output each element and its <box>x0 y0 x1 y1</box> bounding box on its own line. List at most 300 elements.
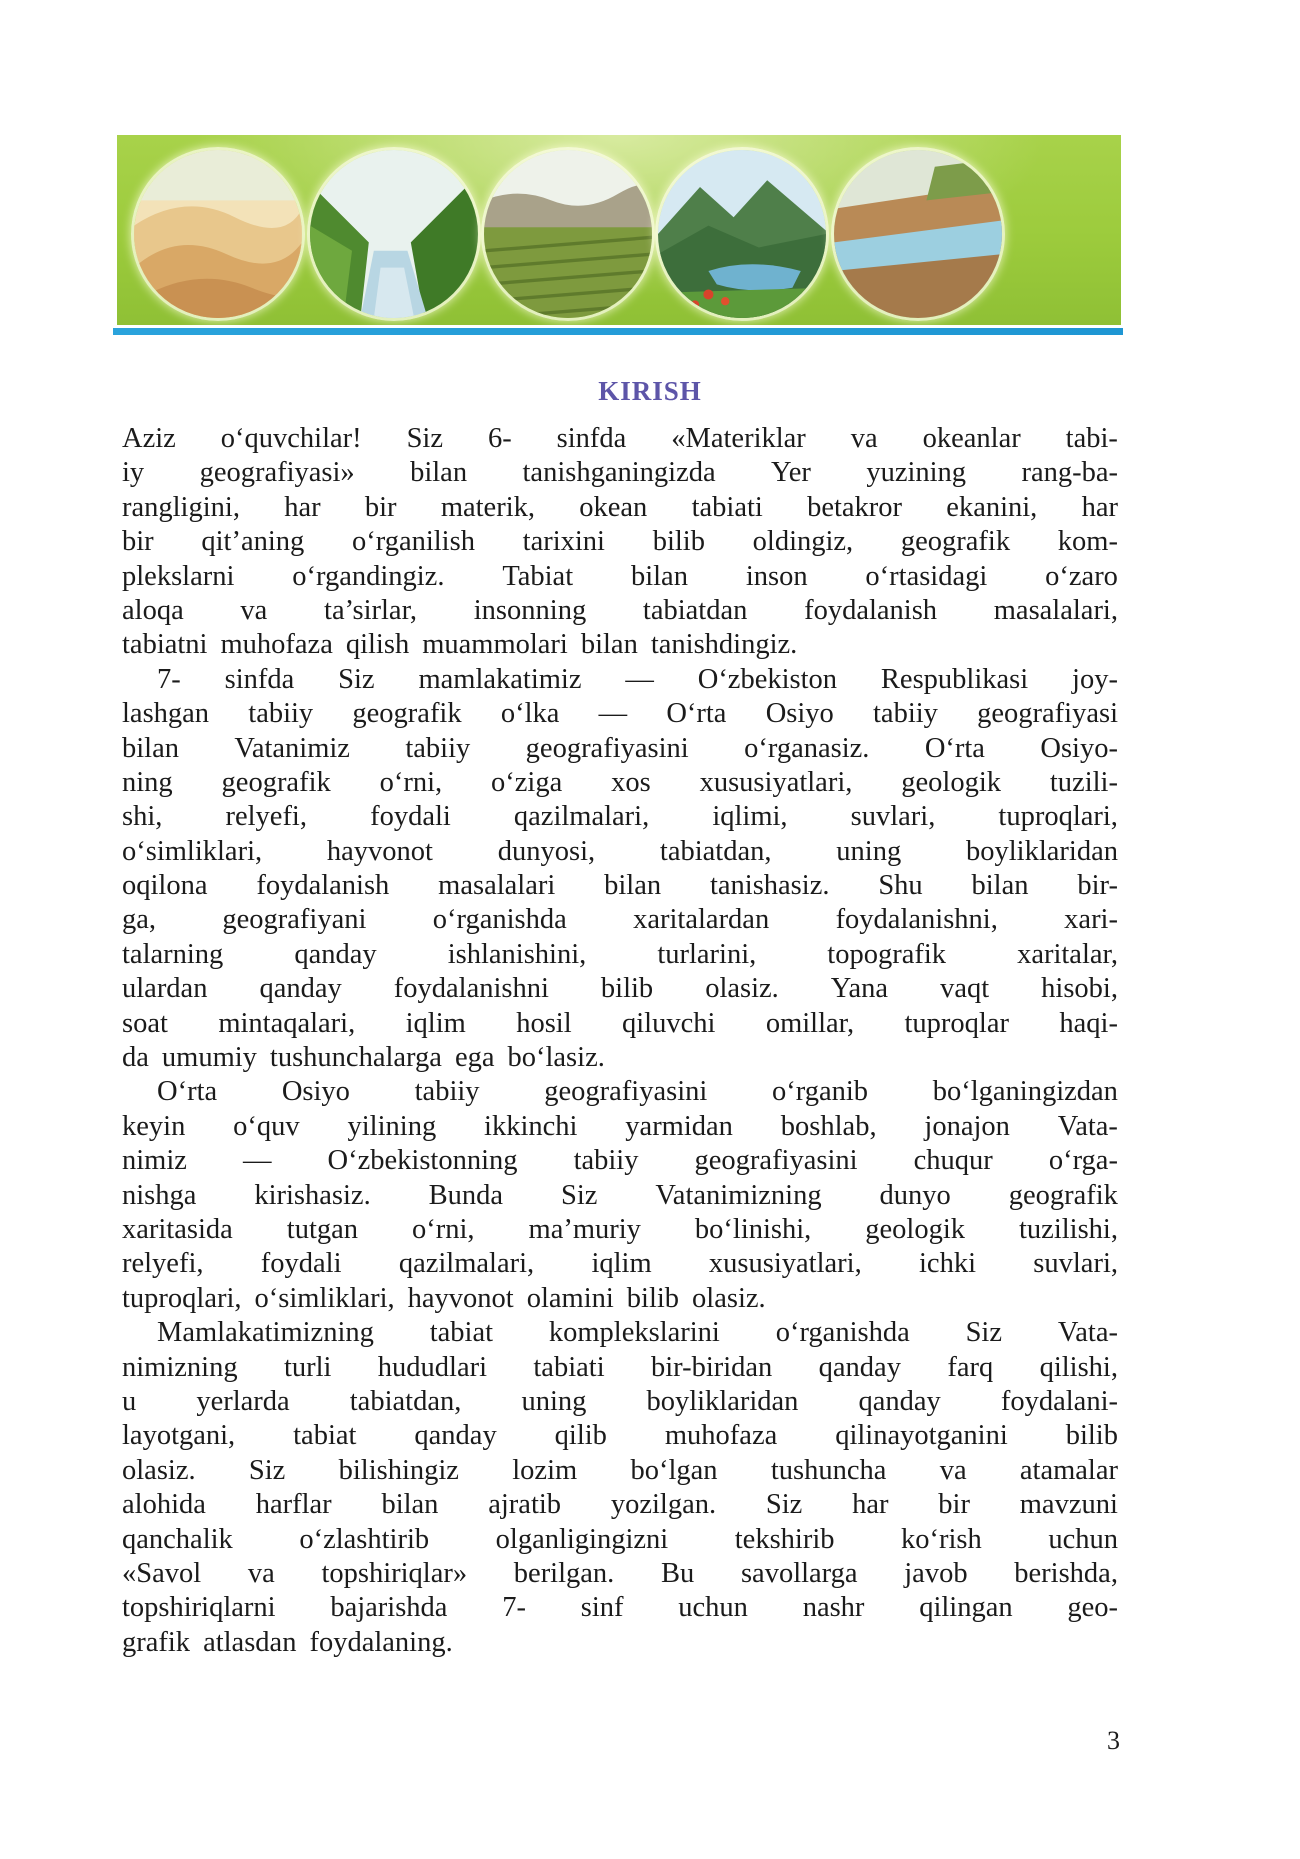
word: qiluvchi <box>622 1007 716 1039</box>
word: insonning <box>473 594 587 626</box>
word: geografiyasi <box>977 698 1118 730</box>
text-line <box>122 1351 1118 1385</box>
page-title: KIRISH <box>598 376 702 406</box>
text-line <box>122 835 1118 869</box>
word: mamlakatimiz <box>418 663 582 695</box>
word: farq <box>947 1351 994 1383</box>
word: bilan <box>580 629 638 661</box>
word: Respublikasi <box>880 663 1029 695</box>
word: yozilgan. <box>610 1489 717 1521</box>
word: tanishasiz. <box>709 870 830 902</box>
word: «Savol <box>122 1557 202 1589</box>
word: topografik <box>827 938 947 970</box>
header-divider <box>113 328 1123 335</box>
word: ulardan <box>122 973 208 1005</box>
word: atlasdan <box>203 1626 297 1658</box>
text-line <box>122 903 1118 937</box>
word: mintaqalari, <box>218 1007 356 1039</box>
word: jonajon <box>924 1110 1010 1142</box>
word: ga, <box>122 904 157 936</box>
word: uchun <box>678 1592 748 1624</box>
word: o‘rganib <box>771 1076 869 1108</box>
word: ning <box>122 766 173 798</box>
word: Vatanimizning <box>655 1179 822 1211</box>
word: oldingiz, <box>752 526 854 558</box>
word: tabi- <box>1065 423 1118 454</box>
word: tabiiy <box>873 698 938 730</box>
text-line <box>122 628 1118 662</box>
word: 7- <box>502 1592 526 1624</box>
word: 6- <box>487 423 512 454</box>
word: omillar, <box>765 1007 855 1039</box>
word: berishda, <box>1014 1557 1118 1589</box>
word: va <box>939 1454 967 1486</box>
word: vaqt <box>940 973 990 1005</box>
text-line <box>122 1385 1118 1419</box>
word: bilan <box>410 457 468 489</box>
word: u <box>122 1385 137 1417</box>
word: ichki <box>919 1248 976 1280</box>
word: rang-ba- <box>1021 457 1118 489</box>
word: savollarga <box>740 1557 858 1589</box>
text-line <box>122 732 1118 766</box>
word: masalalari <box>438 870 556 902</box>
word: turli <box>283 1351 332 1383</box>
word: geografiyasini <box>694 1145 858 1177</box>
word: bilishingiz <box>338 1454 459 1486</box>
word: O‘rta <box>157 1076 218 1108</box>
text-line <box>122 1144 1118 1178</box>
word: tushuncha <box>770 1454 887 1486</box>
word: muammolari <box>422 629 568 661</box>
word: Osiyo- <box>1040 732 1118 764</box>
word: Siz <box>406 423 443 454</box>
word: qanday <box>414 1420 497 1452</box>
word: okeanlar <box>922 423 1021 454</box>
word: foydalanish <box>804 594 938 626</box>
text-line <box>122 1626 1118 1660</box>
word: o‘rganilish <box>351 526 475 558</box>
word: plekslarni <box>122 560 235 592</box>
word: tarixini <box>522 526 605 558</box>
word: olasiz. <box>692 1282 766 1314</box>
word: qit’aning <box>201 526 305 558</box>
farm-fields-image <box>481 147 655 321</box>
word: Vata- <box>1057 1317 1118 1349</box>
word: bilan <box>604 870 662 902</box>
text-line <box>122 525 1118 559</box>
word: mavzuni <box>1019 1489 1118 1521</box>
text-line <box>122 1488 1118 1522</box>
word: xaritalar, <box>1017 938 1118 970</box>
word: nimizning <box>122 1351 238 1383</box>
word: o‘rgandingiz. <box>292 560 445 592</box>
word: oqilona <box>122 870 208 902</box>
word: ma’muriy <box>528 1213 641 1245</box>
text-line <box>122 1454 1118 1488</box>
word: tutgan <box>286 1213 359 1245</box>
text-line <box>122 560 1118 594</box>
word: okean <box>579 491 648 523</box>
word: alohida <box>122 1489 206 1521</box>
word: kom- <box>1057 526 1118 558</box>
text-line <box>122 1075 1118 1109</box>
word: xaritasida <box>122 1213 233 1245</box>
word: yilining <box>347 1110 437 1142</box>
word: «Materiklar <box>671 423 806 454</box>
word: o‘simliklari, <box>122 835 263 867</box>
word: olamini <box>526 1282 614 1314</box>
word: qilinayotganini <box>835 1420 1008 1452</box>
word: bo‘lgan <box>630 1454 718 1486</box>
word: bo‘lganingizdan <box>932 1076 1118 1108</box>
word: o‘rga- <box>1048 1145 1118 1177</box>
word: masalalari, <box>993 594 1118 626</box>
word: tabiat <box>293 1420 357 1452</box>
word: bilan <box>630 560 688 592</box>
text-line <box>122 422 1118 456</box>
word: O‘zbekiston <box>697 663 838 695</box>
word: bilib <box>1065 1420 1118 1452</box>
word: foydali <box>260 1248 342 1280</box>
word: geografik <box>221 766 331 798</box>
word: geografik <box>352 698 462 730</box>
mountain-lake-image <box>655 147 829 321</box>
word: olganligingizni <box>495 1523 669 1555</box>
word: qilishi, <box>1039 1351 1118 1383</box>
text-line <box>122 938 1118 972</box>
text-line <box>122 800 1118 834</box>
page-number: 3 <box>1107 1726 1120 1755</box>
word: iy <box>122 457 145 489</box>
desert-dunes-image <box>131 147 305 321</box>
word: foydalani- <box>1000 1385 1118 1417</box>
word: Siz <box>338 663 375 695</box>
word: bir- <box>1077 870 1118 902</box>
word: bilib <box>600 973 654 1005</box>
word: o‘rganishda <box>432 904 567 936</box>
word: tabiiy <box>405 732 471 764</box>
word: javob <box>904 1557 968 1589</box>
word: o‘quvchilar! <box>220 423 362 454</box>
word: geografiyani <box>222 904 367 936</box>
word: rangligini, <box>122 491 240 523</box>
word: o‘rni, <box>412 1213 475 1245</box>
word: nashr <box>802 1592 865 1624</box>
river-gorge-image <box>307 147 481 321</box>
word: shi, <box>122 801 163 833</box>
word: Osiyo <box>765 698 834 730</box>
riverbank-image <box>831 147 1005 321</box>
word: umumiy <box>161 1042 257 1074</box>
word: o‘simliklari, <box>254 1282 395 1314</box>
word: qazilmalari, <box>513 801 650 833</box>
word: tuproqlari, <box>998 801 1118 833</box>
word: nishga <box>122 1179 197 1211</box>
word: joy- <box>1072 663 1118 695</box>
word: tabiati <box>691 491 763 523</box>
word: Siz <box>248 1454 286 1486</box>
text-line <box>122 972 1118 1006</box>
word: xari- <box>1064 904 1118 936</box>
text-line <box>122 1247 1118 1281</box>
word: materik, <box>440 491 535 523</box>
word: aloqa <box>122 594 184 626</box>
text-line <box>122 663 1118 697</box>
word: relyefi, <box>122 1248 204 1280</box>
word: o‘zlashtirib <box>299 1523 430 1555</box>
text-line <box>122 456 1118 490</box>
word: o‘rganasiz. <box>744 732 870 764</box>
word: har <box>852 1489 889 1521</box>
word: topshiriqlar» <box>321 1557 468 1589</box>
word: olasiz. <box>122 1454 196 1486</box>
word: tabiiy <box>573 1145 639 1177</box>
word: iqlimi, <box>712 801 788 833</box>
word: sinf <box>580 1592 624 1624</box>
word: Vatanimiz <box>234 732 350 764</box>
word: Bunda <box>428 1179 504 1211</box>
word: tabiat <box>429 1317 494 1349</box>
word: hayvonot <box>407 1282 514 1314</box>
word: o‘ziga <box>491 766 563 798</box>
body-text <box>122 422 1118 1660</box>
word: qilib <box>554 1420 607 1452</box>
word: foydalaning. <box>309 1626 453 1658</box>
word: ekanini, <box>946 491 1038 523</box>
word: bilib <box>626 1282 680 1314</box>
text-line <box>122 1213 1118 1247</box>
word: Yer <box>771 457 811 489</box>
word: bilan <box>122 732 179 764</box>
word: dunyo <box>879 1179 951 1211</box>
word: tuproqlari, <box>122 1282 242 1314</box>
word: — <box>242 1145 272 1177</box>
text-line <box>122 1419 1118 1453</box>
word: foydalanishni <box>393 973 549 1005</box>
word: tabiiy <box>414 1076 480 1108</box>
word: tabiatdan, <box>659 835 772 867</box>
text-line <box>122 1557 1118 1591</box>
word: tabiatdan, <box>349 1385 462 1417</box>
word: — <box>598 698 628 730</box>
word: boyliklaridan <box>646 1385 799 1417</box>
word: tabiatdan <box>642 594 748 626</box>
word: hududlari <box>377 1351 488 1383</box>
word: tabiati <box>533 1351 605 1383</box>
word: iqlim <box>591 1248 652 1280</box>
word: berilgan. <box>513 1557 615 1589</box>
word: xaritalardan <box>633 904 770 936</box>
text-line <box>122 594 1118 628</box>
word: xos <box>611 766 651 798</box>
text-line <box>122 1523 1118 1557</box>
word: bilan <box>971 870 1029 902</box>
word: o‘lka <box>500 698 560 730</box>
word: bilan <box>381 1489 439 1521</box>
word: komplekslarini <box>548 1317 720 1349</box>
word: tuzilishi, <box>1019 1213 1118 1245</box>
word: yarmidan <box>625 1110 733 1142</box>
word: geologik <box>901 766 1001 798</box>
word: nimiz <box>122 1145 187 1177</box>
word: o‘rtasidagi <box>865 560 988 592</box>
word: foydali <box>370 801 451 833</box>
word: relyefi, <box>225 801 307 833</box>
word: geologik <box>865 1213 966 1245</box>
word: inson <box>745 560 808 592</box>
word: uning <box>521 1385 587 1417</box>
word: geografik <box>1008 1179 1118 1211</box>
word: xususiyatlari, <box>708 1248 862 1280</box>
word: talarning <box>122 938 224 970</box>
word: lozim <box>512 1454 578 1486</box>
word: hisobi, <box>1041 973 1118 1005</box>
word: boyliklaridan <box>966 835 1118 867</box>
word: Vata- <box>1057 1110 1118 1142</box>
word: qanday <box>818 1351 901 1383</box>
text-line <box>122 1007 1118 1041</box>
word: suvlari, <box>1033 1248 1118 1280</box>
word: Mamlakatimizning <box>157 1317 374 1349</box>
word: soat <box>122 1007 168 1039</box>
word: o‘rganishda <box>775 1317 910 1349</box>
word: bo‘lasiz. <box>507 1042 605 1074</box>
word: ega <box>454 1042 495 1074</box>
word: olasiz. <box>705 973 779 1005</box>
word: bir <box>938 1489 970 1521</box>
text-line <box>122 869 1118 903</box>
word: qanday <box>259 973 342 1005</box>
word: foydalanishni, <box>835 904 998 936</box>
word: grafik <box>122 1626 191 1658</box>
word: tabiatni <box>122 629 208 661</box>
word: o‘zaro <box>1045 560 1118 592</box>
word: bo‘linishi, <box>694 1213 812 1245</box>
word: xususiyatlari, <box>699 766 853 798</box>
word: Bu <box>661 1557 695 1589</box>
word: uchun <box>1048 1523 1118 1555</box>
word: qazilmalari, <box>398 1248 535 1280</box>
word: keyin <box>122 1110 186 1142</box>
word: yerlarda <box>196 1385 290 1417</box>
word: sinfda <box>556 423 627 454</box>
word: harflar <box>255 1489 332 1521</box>
word: ikkinchi <box>484 1110 578 1142</box>
word: turlarini, <box>657 938 757 970</box>
word: bir <box>364 491 397 523</box>
word: layotgani, <box>122 1420 236 1452</box>
word: muhofaza <box>664 1420 778 1452</box>
word: Siz <box>965 1317 1002 1349</box>
text-line <box>122 1041 1118 1075</box>
word: bir <box>122 526 154 558</box>
word: lashgan <box>122 698 210 730</box>
word: ta’sirlar, <box>324 594 418 626</box>
word: Tabiat <box>502 560 574 592</box>
word: ajratib <box>488 1489 562 1521</box>
header-banner <box>117 135 1121 325</box>
text-line <box>122 1179 1118 1213</box>
word: bilib <box>652 526 705 558</box>
word: tushunchalarga <box>269 1042 442 1074</box>
word: tanishdingiz. <box>650 629 798 661</box>
word: Yana <box>830 973 889 1005</box>
word: tuproqlar <box>904 1007 1009 1039</box>
word: uning <box>836 835 902 867</box>
word: boshlab, <box>780 1110 877 1142</box>
text-line <box>122 697 1118 731</box>
word: geo- <box>1067 1592 1118 1624</box>
word: tabiiy <box>248 698 314 730</box>
word: O‘rta <box>924 732 985 764</box>
word: bir-biridan <box>650 1351 773 1383</box>
word: qilish <box>345 629 410 661</box>
word: har <box>284 491 321 523</box>
word: Siz <box>561 1179 598 1211</box>
word: betakror <box>807 491 903 523</box>
word: qilingan <box>919 1592 1013 1624</box>
word: o‘rni, <box>379 766 443 798</box>
word: tuzili- <box>1049 766 1118 798</box>
word: hosil <box>516 1007 572 1039</box>
word: qanday <box>858 1385 941 1417</box>
word: va <box>240 594 268 626</box>
word: tanishganingizda <box>522 457 716 489</box>
word: O‘rta <box>666 698 727 730</box>
word: qanday <box>294 938 377 970</box>
word: sinfda <box>224 663 295 695</box>
word: geografiyasini <box>544 1076 708 1108</box>
word: Osiyo <box>281 1076 350 1108</box>
word: geografiyasini <box>525 732 689 764</box>
word: ishlanishini, <box>447 938 587 970</box>
word: — <box>625 663 654 695</box>
word: 7- <box>157 663 181 695</box>
word: qanchalik <box>122 1523 233 1555</box>
text-line <box>122 1110 1118 1144</box>
word: o‘quv <box>233 1110 300 1142</box>
word: geografiyasi» <box>199 457 355 489</box>
word: topshiriqlarni <box>122 1592 276 1624</box>
word: suvlari, <box>850 801 936 833</box>
text-line <box>122 1282 1118 1316</box>
word: chuqur <box>913 1145 993 1177</box>
text-line <box>122 1316 1118 1350</box>
text-line <box>122 1591 1118 1625</box>
text-line <box>122 766 1118 800</box>
word: va <box>247 1557 275 1589</box>
word: muhofaza <box>220 629 333 661</box>
word: dunyosi, <box>497 835 596 867</box>
word: bajarishda <box>330 1592 448 1624</box>
word: kirishasiz. <box>254 1179 371 1211</box>
word: va <box>850 423 878 454</box>
word: O‘zbekistonning <box>327 1145 518 1177</box>
word: iqlim <box>405 1007 466 1039</box>
word: da <box>122 1042 149 1074</box>
word: foydalanish <box>256 870 390 902</box>
text-line <box>122 491 1118 525</box>
word: tekshirib <box>734 1523 835 1555</box>
word: geografik <box>900 526 1011 558</box>
word: yuzining <box>866 457 967 489</box>
word: hayvonot <box>326 835 433 867</box>
word: ko‘rish <box>901 1523 982 1555</box>
word: Shu <box>878 870 923 902</box>
word: haqi- <box>1059 1007 1118 1039</box>
word: har <box>1081 491 1118 523</box>
